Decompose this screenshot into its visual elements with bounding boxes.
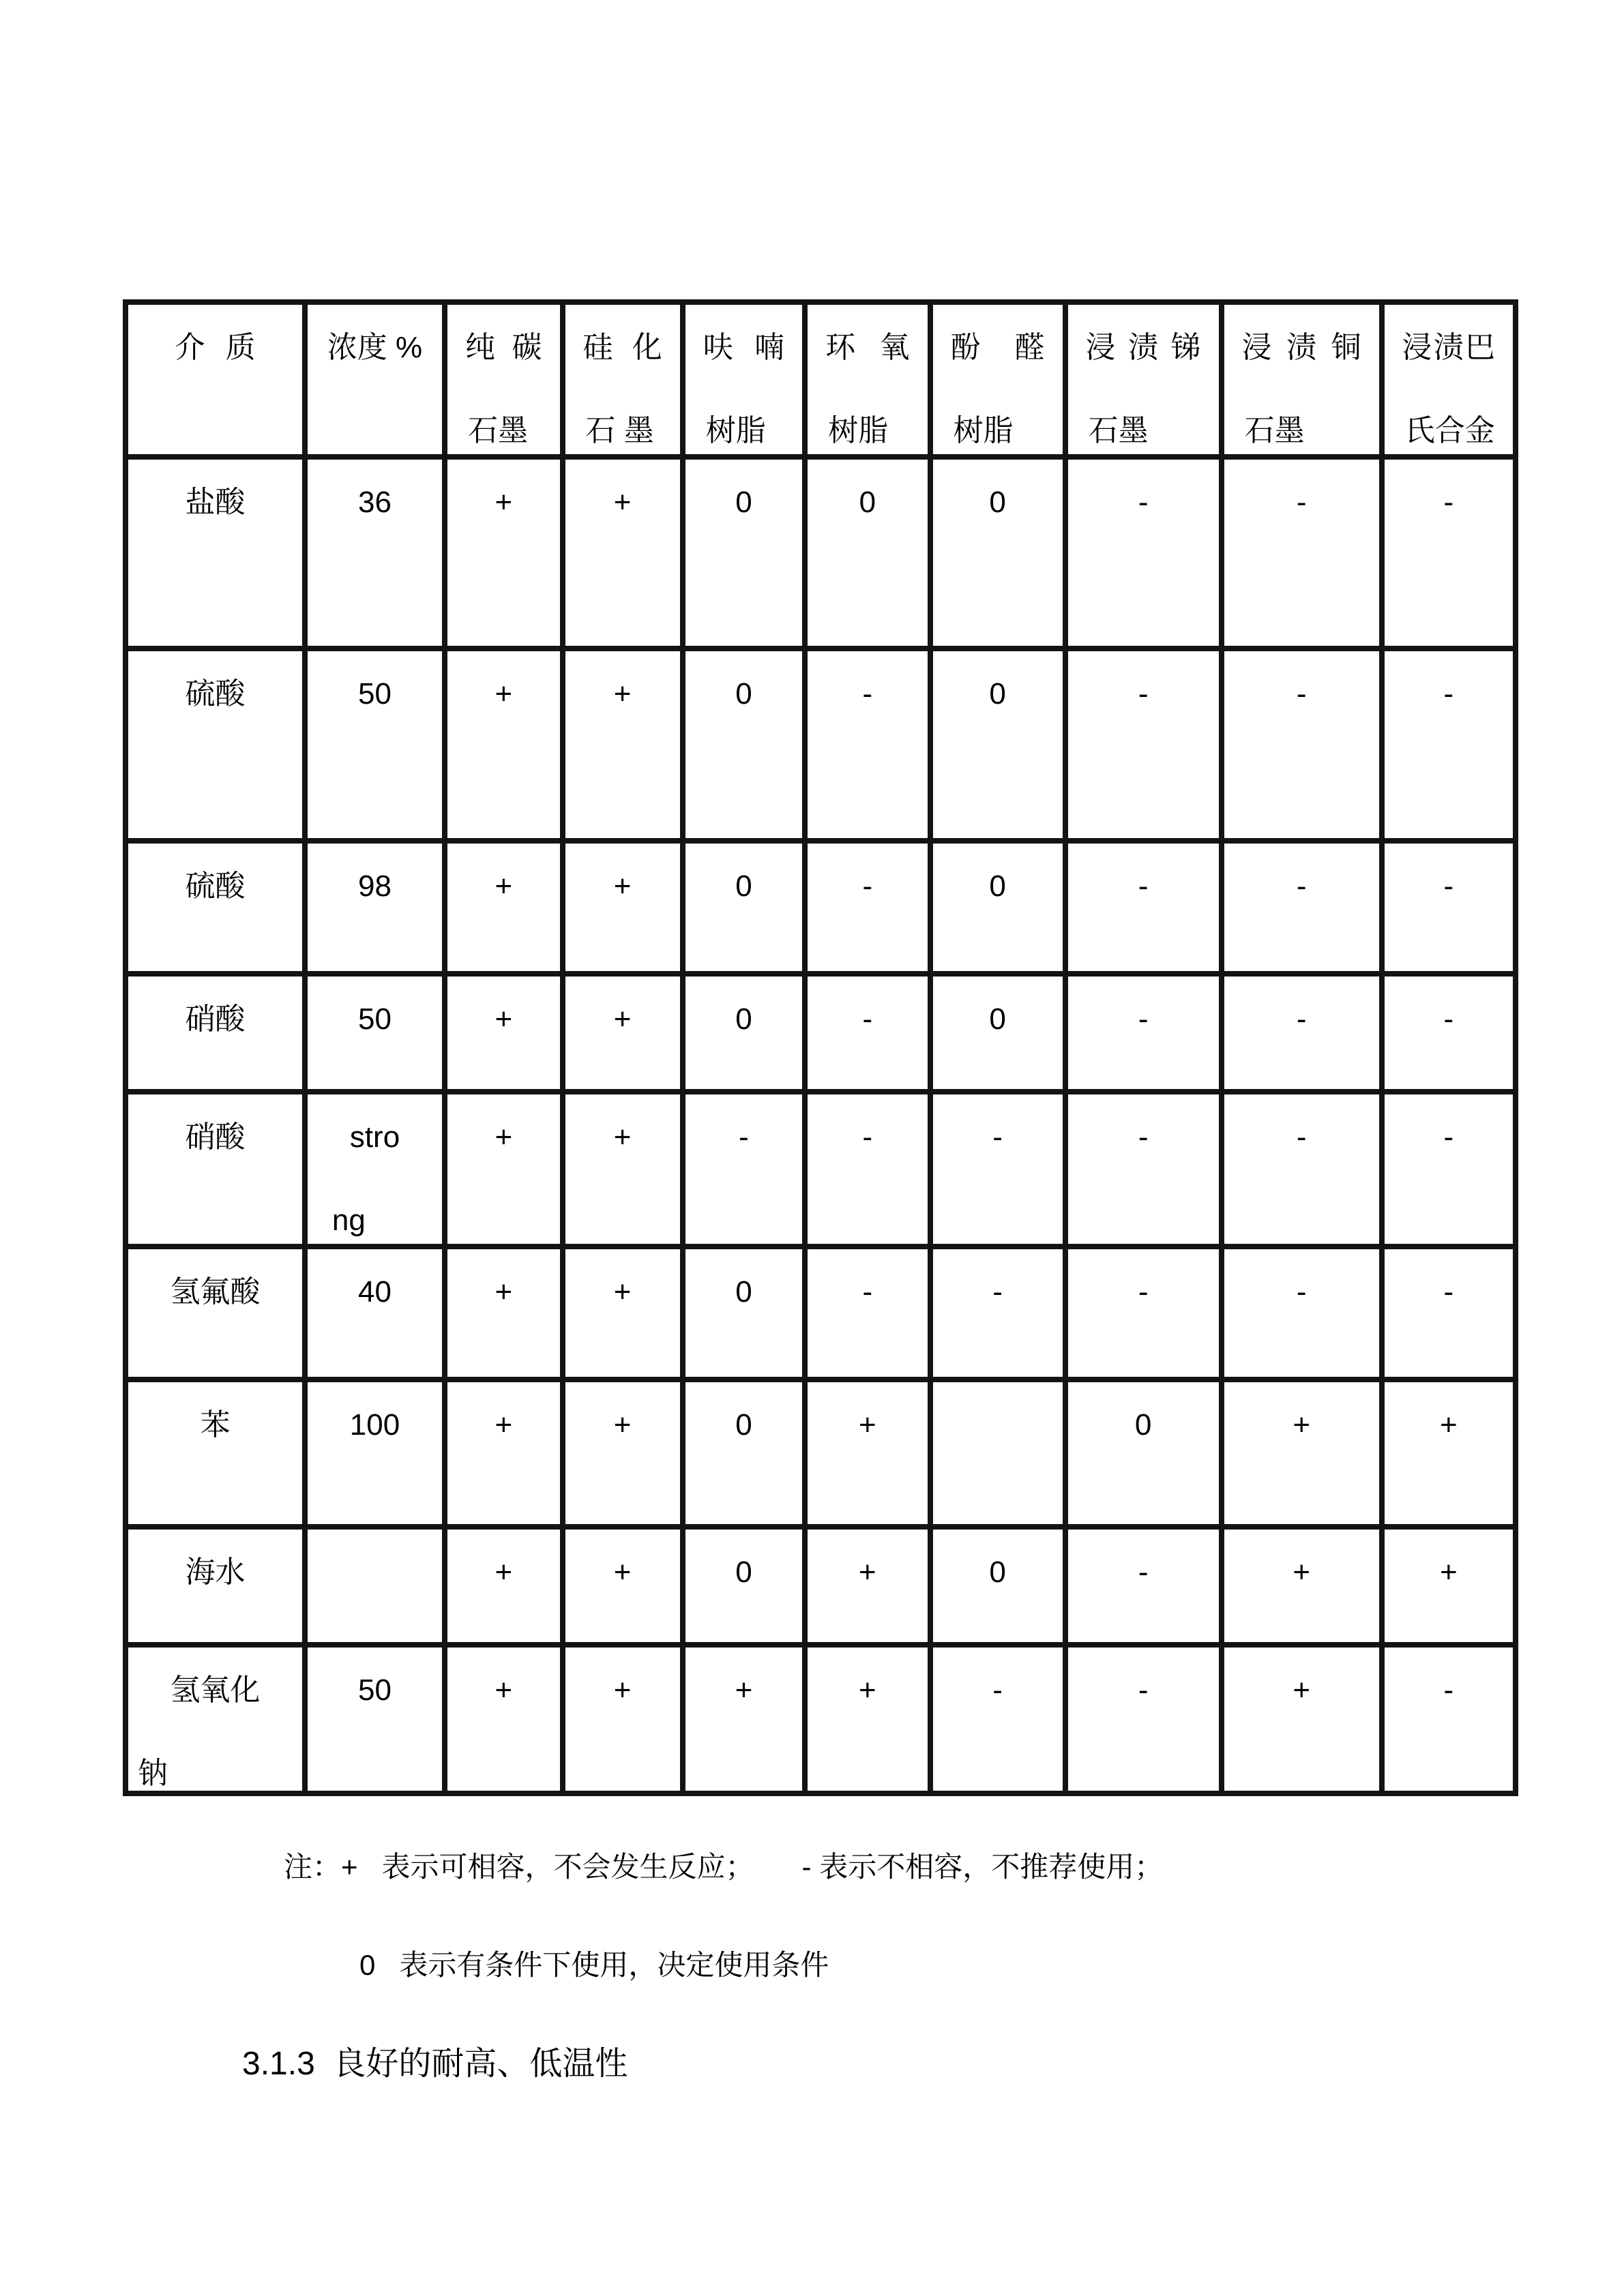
value-text: +: [494, 1408, 513, 1442]
value-cell: [1382, 1092, 1516, 1247]
value-text: -: [1443, 869, 1454, 903]
value-cell: [445, 841, 562, 974]
value-cell: [1222, 1645, 1382, 1793]
value-cell: [683, 1092, 805, 1247]
medium-cell-line1: 海水: [185, 1555, 246, 1589]
value-text: 0: [735, 486, 752, 519]
header-cell: [445, 302, 562, 457]
header-line2: 氏合金: [1404, 413, 1495, 447]
concentration-cell: [305, 1247, 445, 1380]
value-text: -: [1296, 677, 1307, 711]
value-cell: [563, 1092, 683, 1247]
value-text: +: [1293, 1555, 1311, 1589]
value-text: +: [613, 1555, 632, 1589]
value-cell: [1222, 841, 1382, 974]
value-text: 0: [1134, 1408, 1152, 1442]
value-cell: [683, 1527, 805, 1645]
value-cell: [1222, 1527, 1382, 1645]
value-cell: [445, 648, 562, 841]
header-line1: 呋喃: [703, 331, 785, 364]
value-cell: [930, 1645, 1065, 1793]
value-text: -: [1138, 486, 1149, 519]
value-text: -: [1443, 677, 1454, 711]
concentration-cell: [305, 1645, 445, 1793]
value-text: -: [862, 1002, 873, 1036]
value-text: +: [858, 1673, 876, 1707]
value-cell: [805, 648, 930, 841]
value-text: 0: [989, 1555, 1006, 1589]
header-line1: 酚醛: [950, 331, 1045, 364]
value-text: -: [1296, 869, 1307, 903]
table-row: [126, 841, 1516, 974]
medium-cell: [126, 841, 305, 974]
table-row: [126, 974, 1516, 1092]
value-text: -: [862, 677, 873, 711]
header-row: [126, 302, 1516, 457]
value-cell: [683, 648, 805, 841]
value-text: -: [992, 1120, 1003, 1154]
value-cell: [1222, 1247, 1382, 1380]
concentration-cell-line1: 50: [358, 1673, 392, 1707]
value-cell: [930, 1380, 1065, 1527]
header-line2: 树脂: [705, 413, 766, 447]
value-cell: [683, 1380, 805, 1527]
medium-cell-line2: 钠: [138, 1756, 168, 1790]
value-text: +: [613, 869, 632, 903]
header-cell: [930, 302, 1065, 457]
value-cell: [563, 648, 683, 841]
medium-cell: [126, 457, 305, 648]
value-text: -: [1138, 1275, 1149, 1309]
value-cell: [1065, 1645, 1222, 1793]
value-text: +: [494, 677, 513, 711]
value-cell: [1382, 974, 1516, 1092]
value-cell: [930, 1527, 1065, 1645]
medium-cell: [126, 1645, 305, 1793]
medium-cell: [126, 1247, 305, 1380]
concentration-cell: [305, 457, 445, 648]
concentration-cell: [305, 1380, 445, 1527]
value-text: -: [1138, 1673, 1149, 1707]
value-text: -: [1296, 1120, 1307, 1154]
value-text: 0: [989, 486, 1006, 519]
value-text: +: [735, 1673, 753, 1707]
header-cell: [1065, 302, 1222, 457]
value-text: 0: [735, 1002, 752, 1036]
table-row: [126, 1380, 1516, 1527]
header-line1: 纯碳: [465, 331, 542, 364]
medium-cell: [126, 648, 305, 841]
concentration-cell-line1: 36: [358, 486, 392, 519]
value-text: 0: [735, 1275, 752, 1309]
header-line2: 石 墨: [585, 413, 654, 447]
concentration-cell-line1: stro: [349, 1120, 400, 1154]
value-cell: [445, 1092, 562, 1247]
value-cell: [563, 1645, 683, 1793]
header-line1: 浓度 %: [327, 331, 423, 364]
value-text: -: [1443, 1275, 1454, 1309]
value-cell: [683, 1247, 805, 1380]
value-text: -: [1296, 1002, 1307, 1036]
header-line2: 石墨: [1244, 413, 1305, 447]
value-text: -: [1443, 486, 1454, 519]
concentration-cell-line2: ng: [331, 1203, 366, 1237]
medium-cell-line1: 氢氧化: [170, 1673, 261, 1707]
value-text: +: [613, 677, 632, 711]
concentration-cell: [305, 648, 445, 841]
table-row: [126, 457, 1516, 648]
value-text: -: [1138, 1120, 1149, 1154]
value-cell: [805, 974, 930, 1092]
header-line1: 浸渍巴: [1402, 331, 1495, 364]
medium-cell-line1: 硝酸: [185, 1002, 246, 1036]
header-cell: [1222, 302, 1382, 457]
medium-cell: [126, 974, 305, 1092]
medium-cell: [126, 1380, 305, 1527]
section-heading: 3.1.3 良好的耐高、低温性: [242, 2046, 628, 2082]
value-text: +: [494, 1555, 513, 1589]
concentration-cell: [305, 841, 445, 974]
table-row: [126, 648, 1516, 841]
value-text: +: [1439, 1408, 1458, 1442]
value-text: 0: [989, 869, 1006, 903]
value-cell: [445, 457, 562, 648]
value-cell: [1065, 457, 1222, 648]
header-line1: 硅化: [582, 331, 662, 364]
value-cell: [1065, 1092, 1222, 1247]
value-cell: [563, 1247, 683, 1380]
header-cell: [126, 302, 305, 457]
header-line1: 环氧: [825, 331, 910, 364]
value-text: 0: [989, 677, 1006, 711]
value-cell: [1382, 457, 1516, 648]
value-text: -: [992, 1673, 1003, 1707]
value-text: +: [1439, 1555, 1458, 1589]
table-row: [126, 1247, 1516, 1380]
value-text: 0: [735, 677, 752, 711]
table-row: [126, 1092, 1516, 1247]
value-text: -: [1296, 1275, 1307, 1309]
medium-cell-line1: 盐酸: [185, 486, 246, 519]
value-text: -: [862, 1120, 873, 1154]
value-cell: [683, 457, 805, 648]
value-cell: [1065, 1527, 1222, 1645]
medium-cell-line1: 硝酸: [185, 1120, 246, 1154]
header-cell: [805, 302, 930, 457]
value-cell: [1222, 457, 1382, 648]
value-cell: [683, 974, 805, 1092]
value-cell: [930, 648, 1065, 841]
value-text: 0: [735, 869, 752, 903]
value-cell: [445, 1380, 562, 1527]
concentration-cell-line1: 40: [358, 1275, 392, 1309]
header-line1: 浸渍锑: [1085, 331, 1201, 364]
value-cell: [563, 841, 683, 974]
value-text: +: [613, 1408, 632, 1442]
header-line2: 石墨: [1088, 413, 1149, 447]
value-cell: [1382, 1380, 1516, 1527]
note-line-2: 0 表示有条件下使用，决定使用条件: [359, 1949, 829, 1981]
value-text: -: [1443, 1673, 1454, 1707]
value-text: +: [1293, 1673, 1311, 1707]
value-cell: [805, 1527, 930, 1645]
header-cell: [305, 302, 445, 457]
concentration-cell-line1: 98: [358, 869, 392, 903]
value-cell: [930, 1092, 1065, 1247]
value-cell: [930, 974, 1065, 1092]
header-line1: 介 质: [175, 331, 256, 364]
value-cell: [1222, 974, 1382, 1092]
value-text: +: [1293, 1408, 1311, 1442]
value-text: +: [613, 1275, 632, 1309]
value-text: -: [862, 1275, 873, 1309]
header-cell: [683, 302, 805, 457]
medium-cell-line1: 氢氟酸: [170, 1275, 261, 1309]
value-cell: [445, 974, 562, 1092]
value-text: +: [858, 1408, 876, 1442]
concentration-cell-line1: 50: [358, 677, 392, 711]
concentration-cell-line1: 100: [349, 1408, 400, 1442]
value-cell: [1382, 841, 1516, 974]
value-text: +: [613, 1120, 632, 1154]
value-cell: [1382, 1527, 1516, 1645]
header-line2: 石墨: [468, 413, 529, 447]
value-text: -: [1138, 677, 1149, 711]
value-cell: [1065, 648, 1222, 841]
value-text: 0: [735, 1408, 752, 1442]
value-cell: [563, 1380, 683, 1527]
header-line2: 树脂: [828, 413, 889, 447]
value-cell: [1065, 1380, 1222, 1527]
value-text: +: [858, 1555, 876, 1589]
medium-cell-line1: 苯: [200, 1408, 231, 1442]
value-text: +: [494, 486, 513, 519]
value-text: 0: [735, 1555, 752, 1589]
value-cell: [805, 457, 930, 648]
value-cell: [445, 1527, 562, 1645]
table-row: [126, 1527, 1516, 1645]
value-cell: [563, 457, 683, 648]
value-cell: [805, 1645, 930, 1793]
value-text: -: [1138, 869, 1149, 903]
concentration-cell: [305, 1527, 445, 1645]
value-text: -: [1138, 1555, 1149, 1589]
compatibility-table: [123, 299, 1518, 1796]
value-cell: [805, 841, 930, 974]
header-cell: [563, 302, 683, 457]
value-cell: [1382, 1247, 1516, 1380]
concentration-cell-line1: 50: [358, 1002, 392, 1036]
value-cell: [805, 1247, 930, 1380]
note-line-1: 注：+ 表示可相容，不会发生反应； - 表示不相容，不推荐使用；: [284, 1851, 1164, 1883]
value-text: -: [1138, 1002, 1149, 1036]
value-cell: [1382, 648, 1516, 841]
header-cell: [1382, 302, 1516, 457]
value-cell: [1065, 841, 1222, 974]
value-cell: [1382, 1645, 1516, 1793]
table-row: [126, 1645, 1516, 1793]
value-cell: [683, 841, 805, 974]
value-cell: [563, 1527, 683, 1645]
concentration-cell: [305, 974, 445, 1092]
value-cell: [445, 1645, 562, 1793]
header-line1: 浸渍铜: [1241, 331, 1361, 364]
value-text: +: [494, 1120, 513, 1154]
value-cell: [930, 841, 1065, 974]
value-text: +: [613, 1002, 632, 1036]
value-text: +: [494, 1002, 513, 1036]
value-cell: [930, 1247, 1065, 1380]
value-text: -: [1443, 1002, 1454, 1036]
value-text: 0: [859, 486, 876, 519]
value-text: +: [494, 869, 513, 903]
value-cell: [1222, 648, 1382, 841]
value-text: +: [613, 486, 632, 519]
value-text: -: [862, 869, 873, 903]
value-cell: [1065, 1247, 1222, 1380]
concentration-cell: [305, 1092, 445, 1247]
value-cell: [1222, 1092, 1382, 1247]
value-text: +: [494, 1275, 513, 1309]
value-text: -: [739, 1120, 749, 1154]
value-text: -: [1443, 1120, 1454, 1154]
header-line2: 树脂: [953, 413, 1014, 447]
value-cell: [683, 1645, 805, 1793]
value-text: +: [494, 1673, 513, 1707]
value-text: +: [613, 1673, 632, 1707]
medium-cell: [126, 1092, 305, 1247]
value-cell: [1065, 974, 1222, 1092]
value-cell: [563, 974, 683, 1092]
value-cell: [930, 457, 1065, 648]
medium-cell-line1: 硫酸: [185, 677, 246, 711]
value-text: -: [1296, 486, 1307, 519]
medium-cell-line1: 硫酸: [185, 869, 246, 903]
medium-cell: [126, 1527, 305, 1645]
value-cell: [1222, 1380, 1382, 1527]
value-cell: [805, 1380, 930, 1527]
value-cell: [445, 1247, 562, 1380]
value-text: 0: [989, 1002, 1006, 1036]
value-text: -: [992, 1275, 1003, 1309]
value-cell: [805, 1092, 930, 1247]
